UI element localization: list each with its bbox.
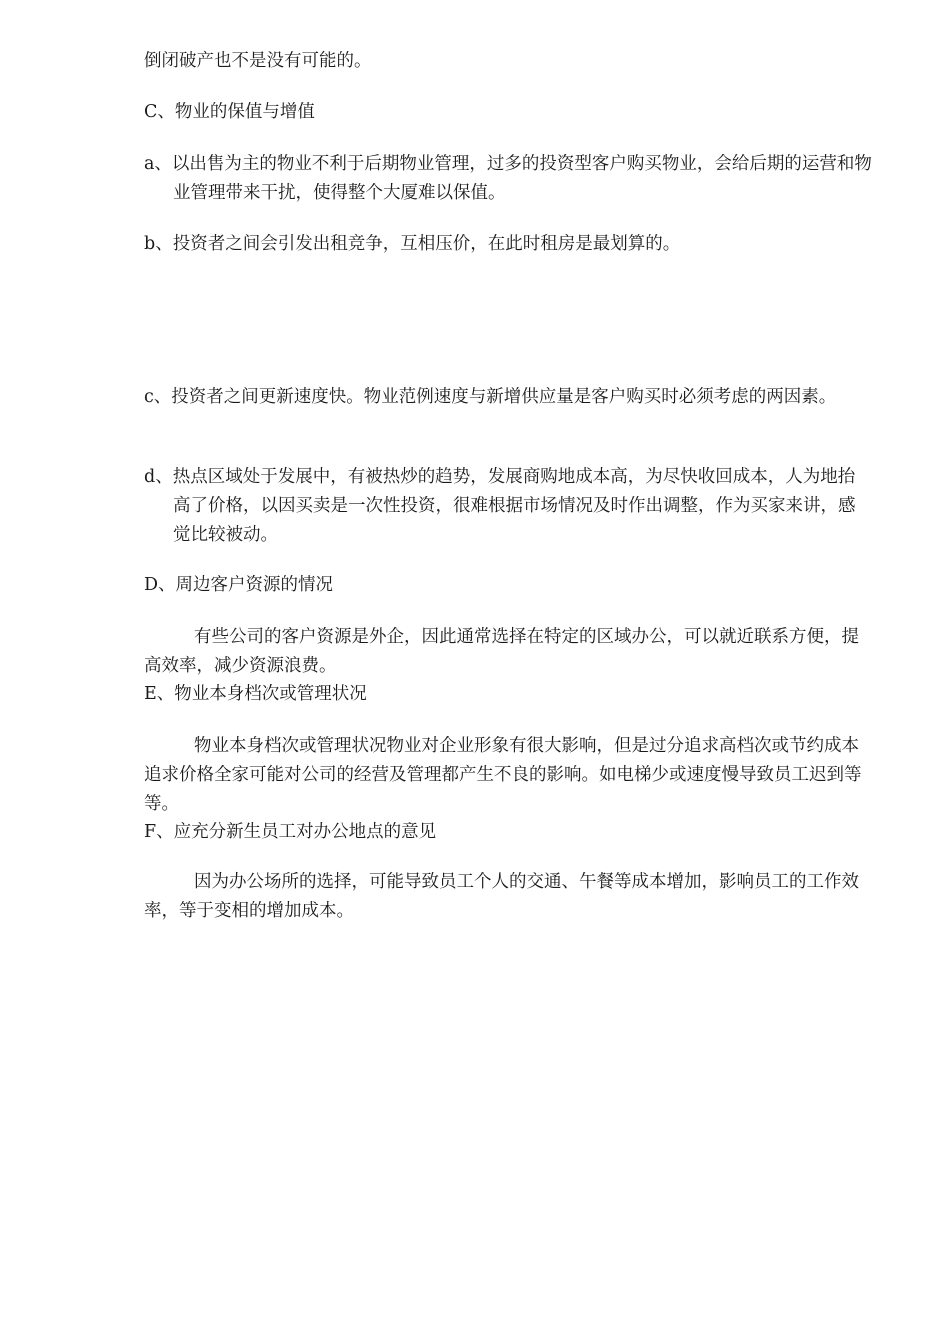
section-c-item-d: d、热点区域处于发展中，有被热炒的趋势，发展商购地成本高，为尽快收回成本，人为地抬高了价格，以因买卖是一次性投资，很难根据市场情况及时作出调整，作为买家来讲，感觉比较被动。 [144, 467, 856, 545]
section-c-item-b: b、投资者之间会引发出租竞争，互相压价，在此时租房是最划算的。 [144, 234, 681, 254]
section-c-item-a: a、以出售为主的物业不利于后期物业管理，过多的投资型客户购买物业，会给后期的运营和物业管理带来干扰，使得整个大厦难以保值。 [144, 154, 872, 203]
section-c-heading: C、物业的保值与增值 [144, 102, 315, 122]
section-d-body: 有些公司的客户资源是外企，因此通常选择在特定的区域办公，可以就近联系方便，提高效率，减少资源浪费。 [144, 627, 859, 676]
section-e-heading: E、物业本身档次或管理状况 [144, 684, 367, 704]
section-e-body: 物业本身档次或管理状况物业对企业形象有很大影响，但是过分追求高档次或节约成本追求价格全家可能对公司的经营及管理都产生不良的影响。如电梯少或速度慢导致员工迟到等等。 [144, 736, 862, 814]
section-c-item-c: c、投资者之间更新速度快。物业范例速度与新增供应量是客户购买时必须考虑的两因素。 [144, 387, 837, 407]
continuation-text: 倒闭破产也不是没有可能的。 [144, 51, 372, 71]
section-f-heading: F、应充分新生员工对办公地点的意见 [144, 822, 437, 842]
section-d-heading: D、周边客户资源的情况 [144, 575, 334, 595]
section-f-body: 因为办公场所的选择，可能导致员工个人的交通、午餐等成本增加，影响员工的工作效率，等于变相的增加成本。 [144, 872, 859, 921]
